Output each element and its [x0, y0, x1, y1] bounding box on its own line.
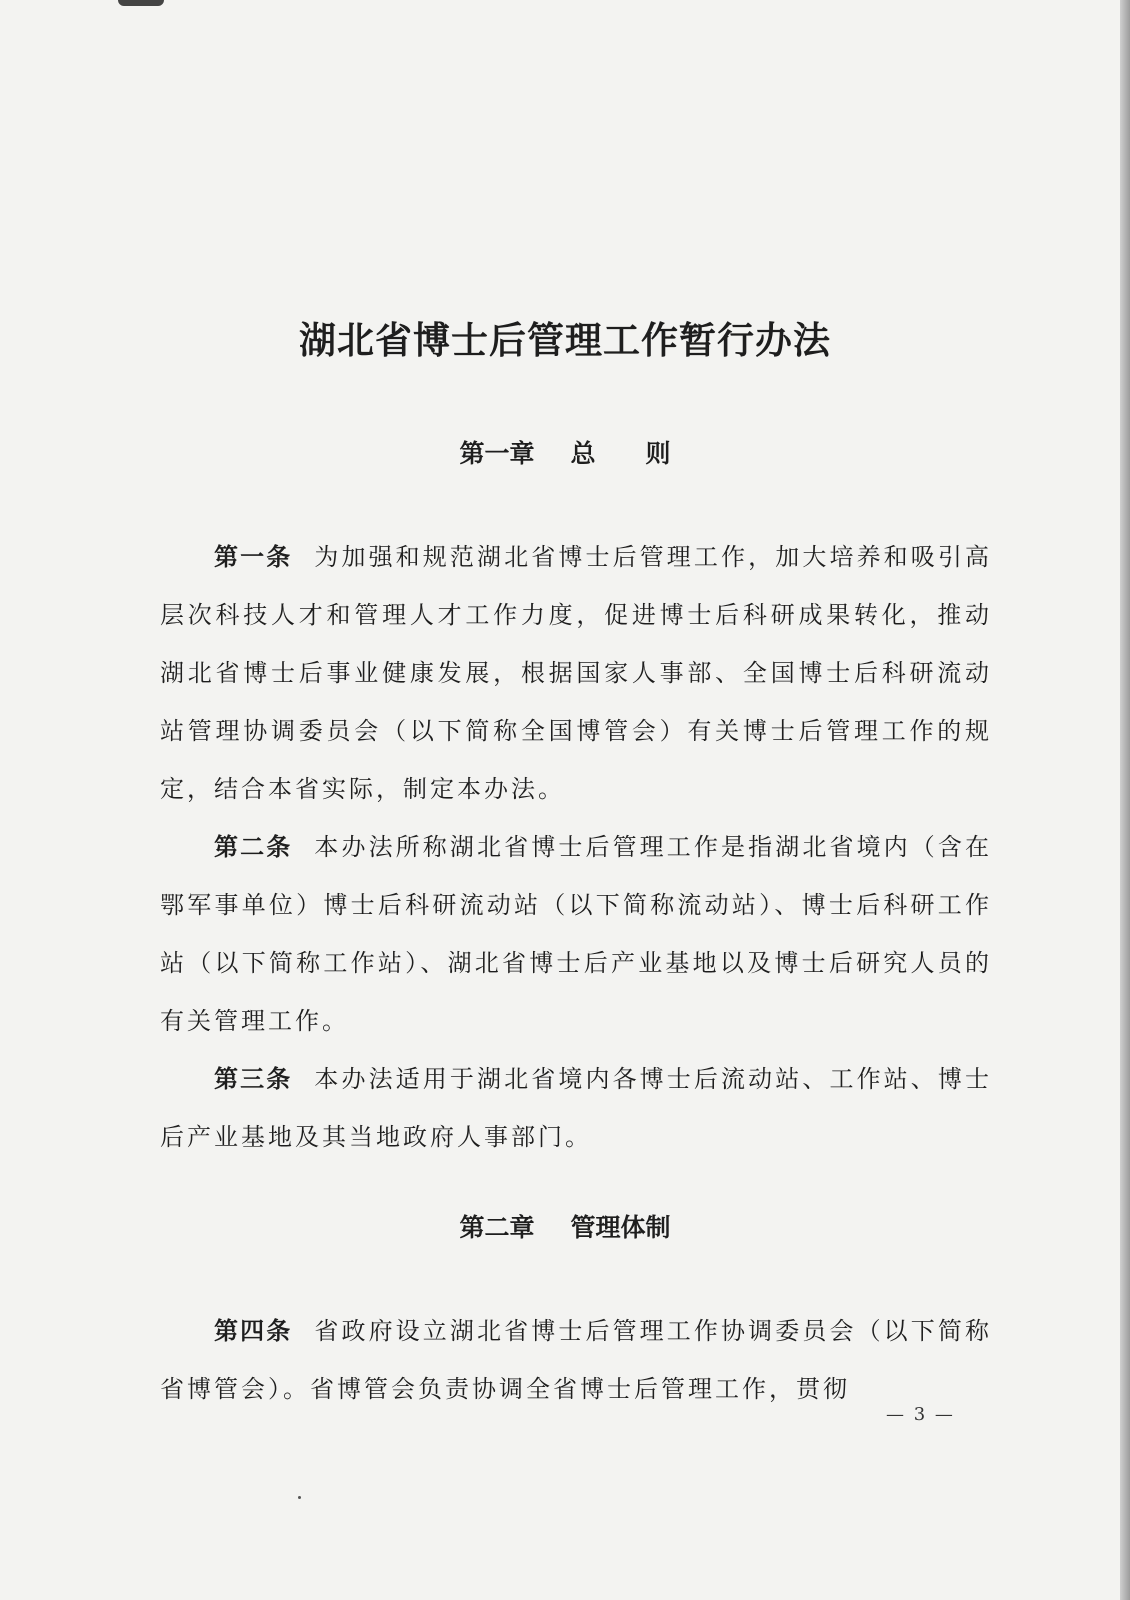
article-1-text: 为加强和规范湖北省博士后管理工作，加大培养和吸引高层次科技人才和管理人才工作力度，促进博士后科研成果转化，推动湖北省博士后事业健康发展，根据国家人事部、全国博士后科研流动站管理协调委员会（以下简称全国博管会）有关博士后管理工作的规定，结合本省实际，制定本办法。: [160, 543, 993, 803]
chapter-2-name: 管理体制: [570, 1213, 671, 1242]
article-1-label: 第一条: [214, 543, 293, 571]
article-3-text: 本办法适用于湖北省境内各博士后流动站、工作站、博士后产业基地及其当地政府人事部门。: [160, 1065, 993, 1151]
article-3-label: 第三条: [214, 1065, 293, 1093]
scan-speck: [298, 1496, 301, 1499]
article-2-text: 本办法所称湖北省博士后管理工作是指湖北省境内（含在鄂军事单位）博士后科研流动站（以下简称流动站）、博士后科研工作站（以下简称工作站）、湖北省博士后产业基地以及博士后研究人员的有关管理工作。: [160, 833, 993, 1035]
article-2: [160, 818, 992, 1050]
article-4-text: 省政府设立湖北省博士后管理工作协调委员会（以下简称省博管会）。省博管会负责协调全省博士后管理工作，贯彻: [160, 1317, 993, 1403]
chapter-1-name-part2: 则: [645, 439, 671, 468]
article-4: [160, 1302, 992, 1418]
document-title: 湖北省博士后管理工作暂行办法: [299, 318, 831, 362]
page-number: — 3 —: [886, 1404, 955, 1425]
article-4-label: 第四条: [214, 1317, 293, 1345]
scan-artifact-mark: [118, 0, 164, 6]
chapter-heading-2: [0, 1208, 1130, 1244]
article-2-label: 第二条: [214, 833, 293, 861]
chapter-heading-1: [0, 434, 1130, 470]
page-edge-shadow: [1120, 0, 1130, 1600]
chapter-2-label: 第二章: [459, 1213, 535, 1242]
chapter-1-name-part1: 总: [570, 439, 596, 468]
article-1: [160, 528, 992, 818]
article-3: [160, 1050, 992, 1166]
chapter-1-label: 第一章: [459, 439, 535, 468]
